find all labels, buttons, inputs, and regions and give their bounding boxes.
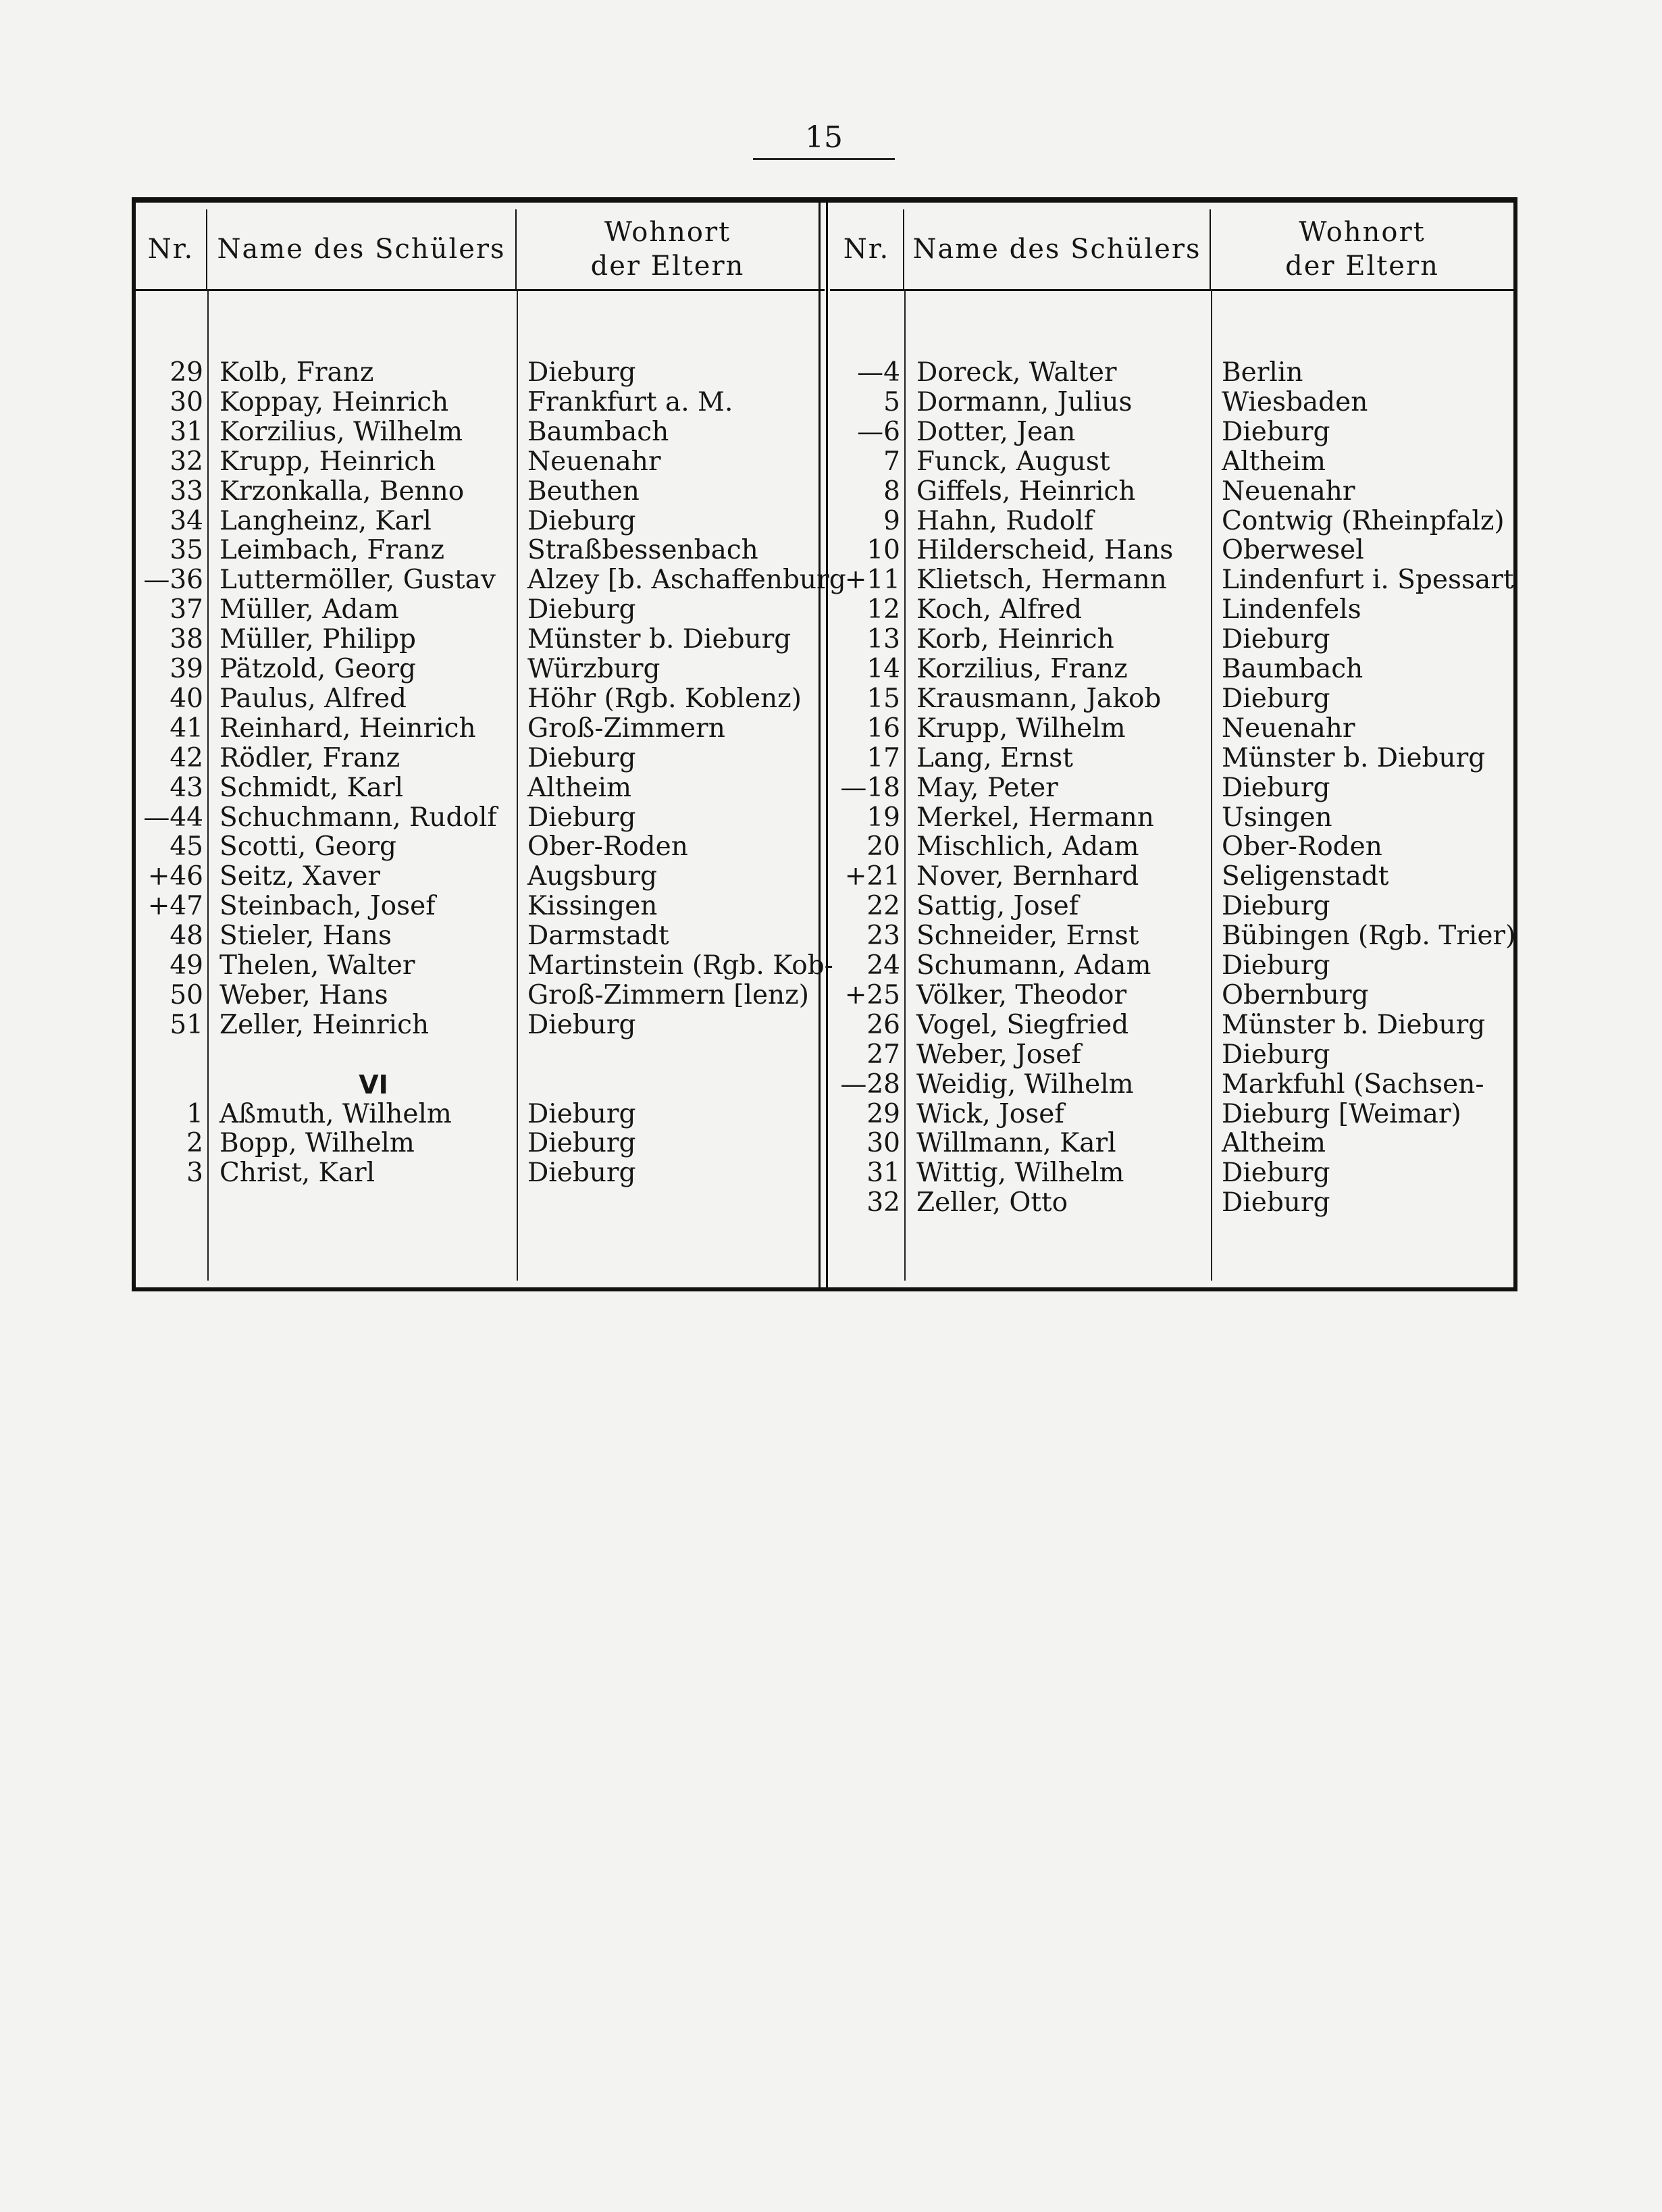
parents-residence: Lindenfels	[1222, 594, 1361, 625]
student-number: 40	[170, 684, 203, 714]
parents-residence: Markfuhl (Sachsen-	[1222, 1069, 1484, 1100]
student-number: 45	[170, 831, 203, 862]
parents-residence: Straßbessenbach	[527, 535, 758, 565]
parents-residence: Dieburg	[1222, 624, 1330, 654]
student-name: Sattig, Josef	[916, 891, 1079, 921]
student-name: Reinhard, Heinrich	[219, 713, 476, 744]
table-row	[136, 1129, 825, 1158]
student-name: Giffels, Heinrich	[916, 476, 1136, 507]
parents-residence: Baumbach	[1222, 654, 1364, 684]
student-number: 30	[866, 1128, 900, 1158]
student-name: Doreck, Walter	[916, 357, 1117, 388]
student-number: —28	[840, 1069, 900, 1100]
student-name: Weidig, Wilhelm	[916, 1069, 1134, 1100]
table-row	[830, 1129, 1513, 1158]
parents-residence: Dieburg	[527, 1158, 636, 1188]
parents-residence: Dieburg	[527, 1128, 636, 1158]
student-name: Vogel, Siegfried	[916, 1010, 1129, 1040]
student-number: 48	[170, 921, 203, 951]
header-nr	[136, 209, 207, 289]
parents-residence: Darmstadt	[527, 921, 669, 951]
student-name: Hahn, Rudolf	[916, 506, 1094, 536]
table-row	[136, 921, 825, 951]
student-number: 27	[866, 1039, 900, 1070]
student-number: 13	[866, 624, 900, 654]
student-name: Schuchmann, Rudolf	[219, 802, 497, 833]
table-row	[830, 862, 1513, 892]
table-row	[830, 803, 1513, 833]
student-number: 30	[170, 387, 203, 417]
student-name: Kolb, Franz	[219, 357, 374, 388]
student-name: Krzonkalla, Benno	[219, 476, 465, 507]
student-number: 19	[866, 802, 900, 833]
table-row	[830, 1188, 1513, 1218]
table-row	[136, 832, 825, 862]
parents-residence: Neuenahr	[527, 446, 661, 477]
student-name: Klietsch, Hermann	[916, 565, 1167, 595]
table-row	[830, 1158, 1513, 1188]
student-name: Willmann, Karl	[916, 1128, 1116, 1158]
student-name: Schmidt, Karl	[219, 773, 404, 803]
parents-residence: Neuenahr	[1222, 476, 1355, 507]
table-row	[830, 744, 1513, 773]
student-number: 14	[866, 654, 900, 684]
student-name: Nover, Bernhard	[916, 861, 1139, 892]
table-row	[136, 565, 846, 595]
parents-residence: Dieburg	[1222, 684, 1330, 714]
student-number: —36	[143, 565, 203, 595]
student-number: 31	[170, 417, 203, 447]
student-name: Völker, Theodor	[916, 980, 1127, 1010]
student-number: 2	[186, 1128, 203, 1158]
page-number: 15	[805, 120, 843, 155]
student-number: 32	[170, 446, 203, 477]
parents-residence: Höhr (Rgb. Koblenz)	[527, 684, 802, 714]
parents-residence: Dieburg	[1222, 950, 1330, 981]
header-nr	[830, 209, 904, 289]
table-row	[136, 714, 825, 744]
parents-residence: Obernburg	[1222, 980, 1369, 1010]
parents-residence: Münster b. Dieburg	[1222, 1010, 1486, 1040]
parents-residence: Berlin	[1222, 357, 1303, 388]
student-name: Seitz, Xaver	[219, 861, 381, 892]
student-number: 38	[170, 624, 203, 654]
header-wohnort-line2: der Eltern	[590, 251, 745, 282]
parents-residence: Münster b. Dieburg	[1222, 743, 1486, 773]
table-row	[136, 744, 825, 773]
student-number: 31	[866, 1158, 900, 1188]
student-number: —18	[840, 773, 900, 803]
student-number: +46	[147, 861, 203, 892]
parents-residence: Martinstein (Rgb. Kob-	[527, 950, 833, 981]
header-nr-label: Nr.	[147, 234, 194, 265]
student-number: 10	[866, 535, 900, 565]
table-row	[830, 684, 1513, 714]
student-number: 29	[866, 1099, 900, 1129]
parents-residence: Seligenstadt	[1222, 861, 1389, 892]
parents-residence: Dieburg	[1222, 1187, 1330, 1218]
table-row	[136, 358, 825, 388]
student-number: +11	[844, 565, 900, 595]
student-number: 29	[170, 357, 203, 388]
table-row	[136, 1100, 825, 1129]
student-name: Müller, Adam	[219, 594, 399, 625]
student-number: 12	[866, 594, 900, 625]
table-row	[830, 1100, 1513, 1129]
header-name	[904, 209, 1211, 289]
student-name: Rödler, Franz	[219, 743, 400, 773]
parents-residence: Wiesbaden	[1222, 387, 1368, 417]
table-row	[136, 862, 825, 892]
student-number: +25	[844, 980, 900, 1010]
table-row	[830, 477, 1513, 507]
student-name: Korb, Heinrich	[916, 624, 1114, 654]
parents-residence: Dieburg	[1222, 1039, 1330, 1070]
student-name: Aßmuth, Wilhelm	[219, 1099, 452, 1129]
parents-residence: Dieburg [Weimar)	[1222, 1099, 1461, 1129]
table-row	[136, 595, 825, 625]
student-number: 9	[883, 506, 900, 536]
student-name: Leimbach, Franz	[219, 535, 445, 565]
parents-residence: Kissingen	[527, 891, 658, 921]
student-name: Schneider, Ernst	[916, 921, 1139, 951]
student-name: Weber, Josef	[916, 1039, 1081, 1070]
parents-residence: Ober-Roden	[1222, 831, 1382, 862]
table-row	[136, 950, 833, 981]
table-row	[136, 803, 825, 833]
table-row	[136, 536, 825, 565]
parents-residence: Bübingen (Rgb. Trier)	[1222, 921, 1516, 951]
student-number: 51	[170, 1010, 203, 1040]
student-number: 7	[883, 446, 900, 477]
table-row	[830, 773, 1513, 803]
student-number: 5	[883, 387, 900, 417]
student-number: 34	[170, 506, 203, 536]
table-row	[830, 625, 1513, 654]
header-wohnort	[517, 209, 819, 289]
student-number: —4	[857, 357, 900, 388]
table-row	[136, 981, 825, 1010]
table-row	[830, 417, 1513, 447]
table-row	[136, 1158, 825, 1188]
header-name	[207, 209, 517, 289]
header-nr-label: Nr.	[843, 234, 890, 265]
student-number: 22	[866, 891, 900, 921]
table-row	[830, 536, 1513, 565]
student-name: Wick, Josef	[916, 1099, 1064, 1129]
parents-residence: Dieburg	[527, 594, 636, 625]
student-name: Langheinz, Karl	[219, 506, 432, 536]
student-number: 49	[170, 950, 203, 981]
table-row	[830, 447, 1513, 477]
parents-residence: Altheim	[1222, 446, 1326, 477]
student-name: May, Peter	[916, 773, 1058, 803]
parents-residence: Dieburg	[1222, 1158, 1330, 1188]
parents-residence: Dieburg	[527, 506, 636, 536]
parents-residence: Neuenahr	[1222, 713, 1355, 744]
student-name: Mischlich, Adam	[916, 831, 1139, 862]
student-name: Bopp, Wilhelm	[219, 1128, 415, 1158]
student-number: 23	[866, 921, 900, 951]
table-row	[136, 417, 825, 447]
student-number: +21	[844, 861, 900, 892]
student-number: 24	[866, 950, 900, 981]
student-name: Wittig, Wilhelm	[916, 1158, 1124, 1188]
student-name: Koch, Alfred	[916, 594, 1083, 625]
student-name: Müller, Philipp	[219, 624, 416, 654]
student-number: 35	[170, 535, 203, 565]
table-row	[136, 773, 825, 803]
table-row	[830, 951, 1513, 981]
parents-residence: Dieburg	[527, 802, 636, 833]
table-row	[136, 625, 825, 654]
parents-residence: Contwig (Rheinpfalz)	[1222, 506, 1505, 536]
student-number: 33	[170, 476, 203, 507]
table-row	[136, 477, 825, 507]
student-name: Merkel, Hermann	[916, 802, 1154, 833]
table-row	[830, 892, 1513, 921]
table-row	[136, 892, 825, 921]
student-name: Zeller, Heinrich	[219, 1010, 430, 1040]
parents-residence: Ober-Roden	[527, 831, 688, 862]
student-name: Scotti, Georg	[219, 831, 396, 862]
student-number: 43	[170, 773, 203, 803]
student-number: 39	[170, 654, 203, 684]
student-name: Dotter, Jean	[916, 417, 1076, 447]
student-number: —6	[857, 417, 900, 447]
student-name: Koppay, Heinrich	[219, 387, 449, 417]
table-row	[830, 1010, 1513, 1040]
student-number: 3	[186, 1158, 203, 1188]
student-number: 32	[866, 1187, 900, 1218]
table-row	[830, 654, 1513, 684]
table-row	[136, 654, 825, 684]
table-row	[830, 507, 1513, 536]
student-name: Krausmann, Jakob	[916, 684, 1162, 714]
parents-residence: Dieburg	[527, 357, 636, 388]
parents-residence: Alzey [b. Aschaffenburg	[527, 565, 846, 595]
student-name: Schumann, Adam	[916, 950, 1151, 981]
parents-residence: Dieburg	[527, 743, 636, 773]
student-name: Krupp, Heinrich	[219, 446, 436, 477]
parents-residence: Groß-Zimmern	[527, 713, 725, 744]
table-row	[830, 921, 1516, 951]
parents-residence: Usingen	[1222, 802, 1332, 833]
parents-residence: Dieburg	[1222, 773, 1330, 803]
student-table	[132, 197, 1517, 1291]
student-name: Lang, Ernst	[916, 743, 1073, 773]
table-row	[830, 358, 1513, 388]
parents-residence: Würzburg	[527, 654, 660, 684]
student-name: Hilderscheid, Hans	[916, 535, 1174, 565]
table-left-half	[136, 203, 846, 1287]
table-row	[136, 447, 825, 477]
student-number: 37	[170, 594, 203, 625]
header-wohnort-line2: der Eltern	[1285, 251, 1439, 282]
student-name: Luttermöller, Gustav	[219, 565, 496, 595]
table-row	[136, 388, 825, 417]
table-row	[830, 981, 1513, 1010]
parents-residence: Dieburg	[1222, 891, 1330, 921]
table-row	[830, 1040, 1513, 1070]
student-name: Krupp, Wilhelm	[916, 713, 1126, 744]
parents-residence: Dieburg	[527, 1099, 636, 1129]
student-number: 41	[170, 713, 203, 744]
parents-residence: Lindenfurt i. Spessart	[1222, 565, 1514, 595]
student-number: 26	[866, 1010, 900, 1040]
student-number: 16	[866, 713, 900, 744]
header-name-label: Name des Schülers	[912, 234, 1201, 265]
student-name: Steinbach, Josef	[219, 891, 436, 921]
student-name: Thelen, Walter	[219, 950, 415, 981]
student-name: Pätzold, Georg	[219, 654, 416, 684]
student-number: 1	[186, 1099, 203, 1129]
student-name: Zeller, Otto	[916, 1187, 1068, 1218]
parents-residence: Groß-Zimmern [lenz)	[527, 980, 809, 1010]
student-name: Christ, Karl	[219, 1158, 375, 1188]
table-row	[136, 684, 825, 714]
header-wohnort-line1: Wohnort	[1299, 217, 1426, 248]
parents-residence: Baumbach	[527, 417, 669, 447]
table-row	[830, 714, 1513, 744]
student-name: Weber, Hans	[219, 980, 388, 1010]
table-row	[830, 832, 1513, 862]
parents-residence: Augsburg	[527, 861, 657, 892]
table-header-left	[136, 209, 825, 291]
student-number: 17	[866, 743, 900, 773]
table-row	[830, 388, 1513, 417]
table-header-right	[830, 209, 1513, 291]
student-name: Stieler, Hans	[219, 921, 392, 951]
parents-residence: Dieburg	[1222, 417, 1330, 447]
parents-residence: Frankfurt a. M.	[527, 387, 733, 417]
student-name: Korzilius, Wilhelm	[219, 417, 463, 447]
student-number: 50	[170, 980, 203, 1010]
parents-residence: Oberwesel	[1222, 535, 1364, 565]
table-row	[136, 507, 825, 536]
header-wohnort-line1: Wohnort	[604, 217, 731, 248]
parents-residence: Münster b. Dieburg	[527, 624, 791, 654]
section-label-vi: VI	[359, 1070, 388, 1100]
page-number-rule	[753, 158, 895, 160]
parents-residence: Altheim	[1222, 1128, 1326, 1158]
student-name: Paulus, Alfred	[219, 684, 407, 714]
student-name: Korzilius, Franz	[916, 654, 1128, 684]
student-number: 15	[866, 684, 900, 714]
student-name: Funck, August	[916, 446, 1110, 477]
parents-residence: Beuthen	[527, 476, 640, 507]
student-number: +47	[147, 891, 203, 921]
table-right-half	[830, 203, 1516, 1287]
parents-residence: Altheim	[527, 773, 631, 803]
student-number: 20	[866, 831, 900, 862]
header-name-label: Name des Schülers	[217, 234, 506, 265]
parents-residence: Dieburg	[527, 1010, 636, 1040]
table-row	[830, 565, 1513, 595]
header-wohnort	[1211, 209, 1513, 289]
student-number: —44	[143, 802, 203, 833]
table-row	[136, 1010, 825, 1040]
student-number: 42	[170, 743, 203, 773]
student-name: Dormann, Julius	[916, 387, 1133, 417]
table-row	[830, 1070, 1513, 1100]
student-number: 8	[883, 476, 900, 507]
table-row	[830, 595, 1513, 625]
